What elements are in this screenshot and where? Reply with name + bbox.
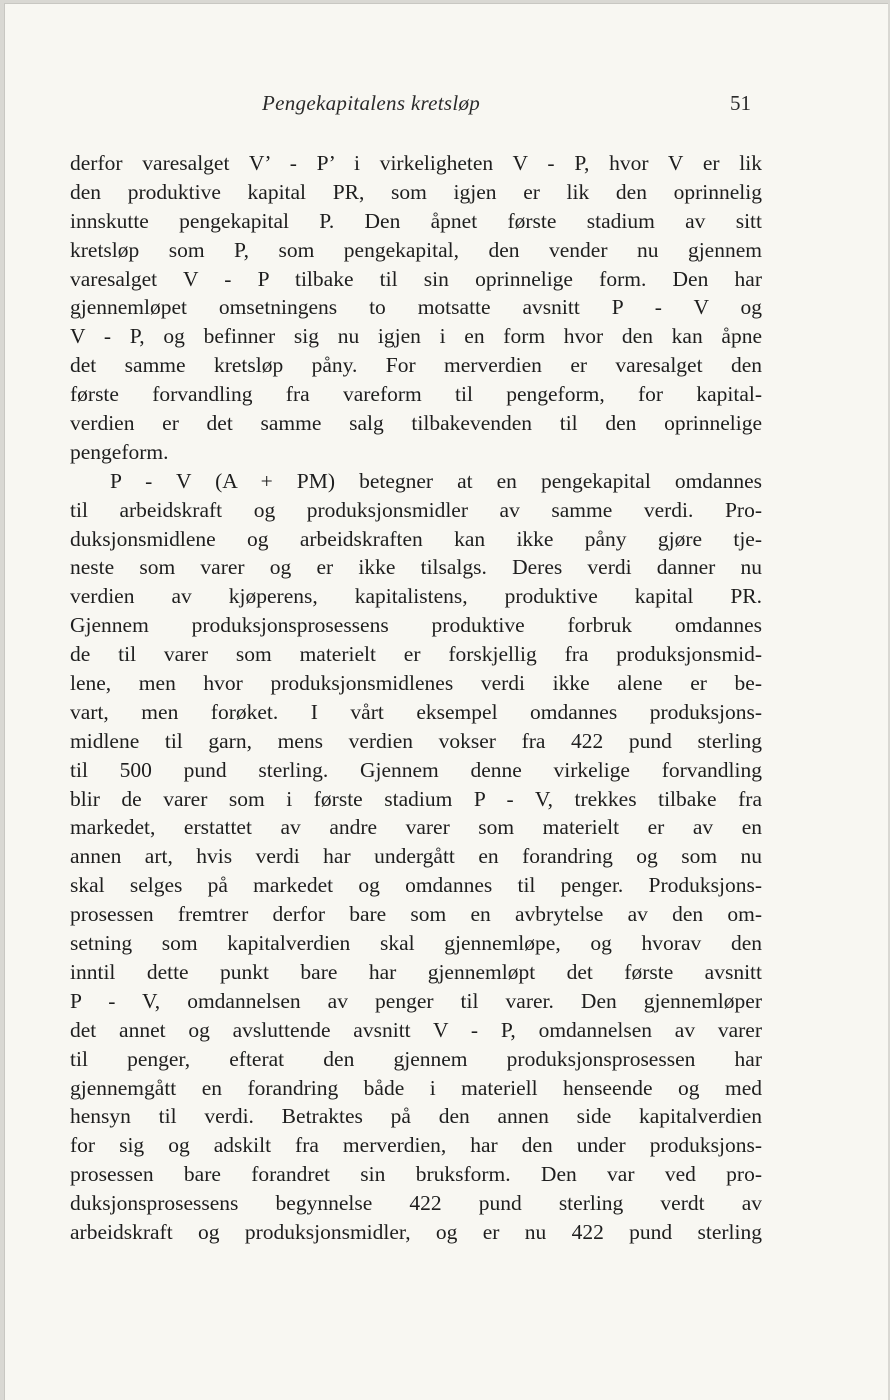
text-line: prosessen fremtrer derfor bare som en avbrytelse av den om- [70, 902, 762, 927]
book-page [4, 3, 888, 1400]
text-line: hensyn til verdi. Betraktes på den annen side kapitalverdien [70, 1104, 762, 1129]
text-line: for sig og adskilt fra merverdien, har den under produksjons- [70, 1133, 762, 1158]
text-line: markedet, erstattet av andre varer som materielt er av en [70, 815, 762, 840]
text-line: setning som kapitalverdien skal gjennemløpe, og hvorav den [70, 931, 762, 956]
text-line: til 500 pund sterling. Gjennem denne virkelige forvandling [70, 757, 762, 782]
text-line: de til varer som materielt er forskjellig fra produksjonsmid- [70, 642, 762, 667]
text-line: pengeform. [70, 439, 169, 464]
text-line: duksjonsprosessens begynnelse 422 pund sterling verdt av [70, 1191, 762, 1216]
running-head [4, 91, 888, 121]
text-line: innskutte pengekapital P. Den åpnet første stadium av sitt [70, 208, 762, 233]
body-text [70, 149, 762, 1247]
text-line: neste som varer og er ikke tilsalgs. Deres verdi danner nu [70, 555, 762, 580]
text-line: verdien av kjøperens, kapitalistens, produktive kapital PR. [70, 584, 762, 609]
text-line: det annet og avsluttende avsnitt V - P, omdannelsen av varer [70, 1017, 762, 1042]
text-line: til penger, efterat den gjennem produksjonsprosessen har [70, 1046, 762, 1071]
text-line: arbeidskraft og produksjonsmidler, og er nu 422 pund sterling [70, 1219, 762, 1244]
text-line: lene, men hvor produksjonsmidlenes verdi ikke alene er be- [70, 671, 762, 696]
text-line: kretsløp som P, som pengekapital, den vender nu gjennem [70, 237, 762, 262]
text-line: verdien er det samme salg tilbakevenden til den oprinnelige [70, 411, 762, 436]
text-line: til arbeidskraft og produksjonsmidler av samme verdi. Pro- [70, 497, 762, 522]
text-line: annen art, hvis verdi har undergått en forandring og som nu [70, 844, 762, 869]
text-line: første forvandling fra vareform til pengeform, for kapital- [70, 382, 762, 407]
text-line: gjennemgått en forandring både i materiell henseende og med [70, 1075, 762, 1100]
text-line: inntil dette punkt bare har gjennemløpt det første avsnitt [70, 959, 762, 984]
page-number: 51 [730, 91, 751, 115]
text-line: duksjonsmidlene og arbeidskraften kan ikke påny gjøre tje- [70, 526, 762, 551]
text-line: midlene til garn, mens verdien vokser fra 422 pund sterling [70, 728, 762, 753]
text-line: den produktive kapital PR, som igjen er lik den oprinnelig [70, 179, 762, 204]
text-line: varesalget V - P tilbake til sin oprinnelige form. Den har [70, 266, 762, 291]
text-line: V - P, og befinner sig nu igjen i en form hvor den kan åpne [70, 324, 762, 349]
text-line: skal selges på markedet og omdannes til penger. Produksjons- [70, 873, 762, 898]
text-line: prosessen bare forandret sin bruksform. Den var ved pro- [70, 1162, 762, 1187]
text-line: vart, men forøket. I vårt eksempel omdannes produksjons- [70, 699, 762, 724]
text-line: Gjennem produksjonsprosessens produktive forbruk omdannes [70, 613, 762, 638]
text-line: P - V, omdannelsen av penger til varer. Den gjennemløper [70, 988, 762, 1013]
chapter-title: Pengekapitalens kretsløp [262, 91, 481, 115]
text-line: gjennemløpet omsetningens to motsatte avsnitt P - V og [70, 295, 762, 320]
paragraph [70, 149, 762, 467]
text-line: P - V (A + PM) betegner at en pengekapital omdannes [110, 468, 762, 493]
paragraph [70, 467, 762, 1247]
text-line: derfor varesalget V’ - P’ i virkeligheten V - P, hvor V er lik [70, 151, 762, 175]
text-line: det samme kretsløp påny. For merverdien er varesalget den [70, 353, 762, 378]
text-line: blir de varer som i første stadium P - V, trekkes tilbake fra [70, 786, 762, 811]
